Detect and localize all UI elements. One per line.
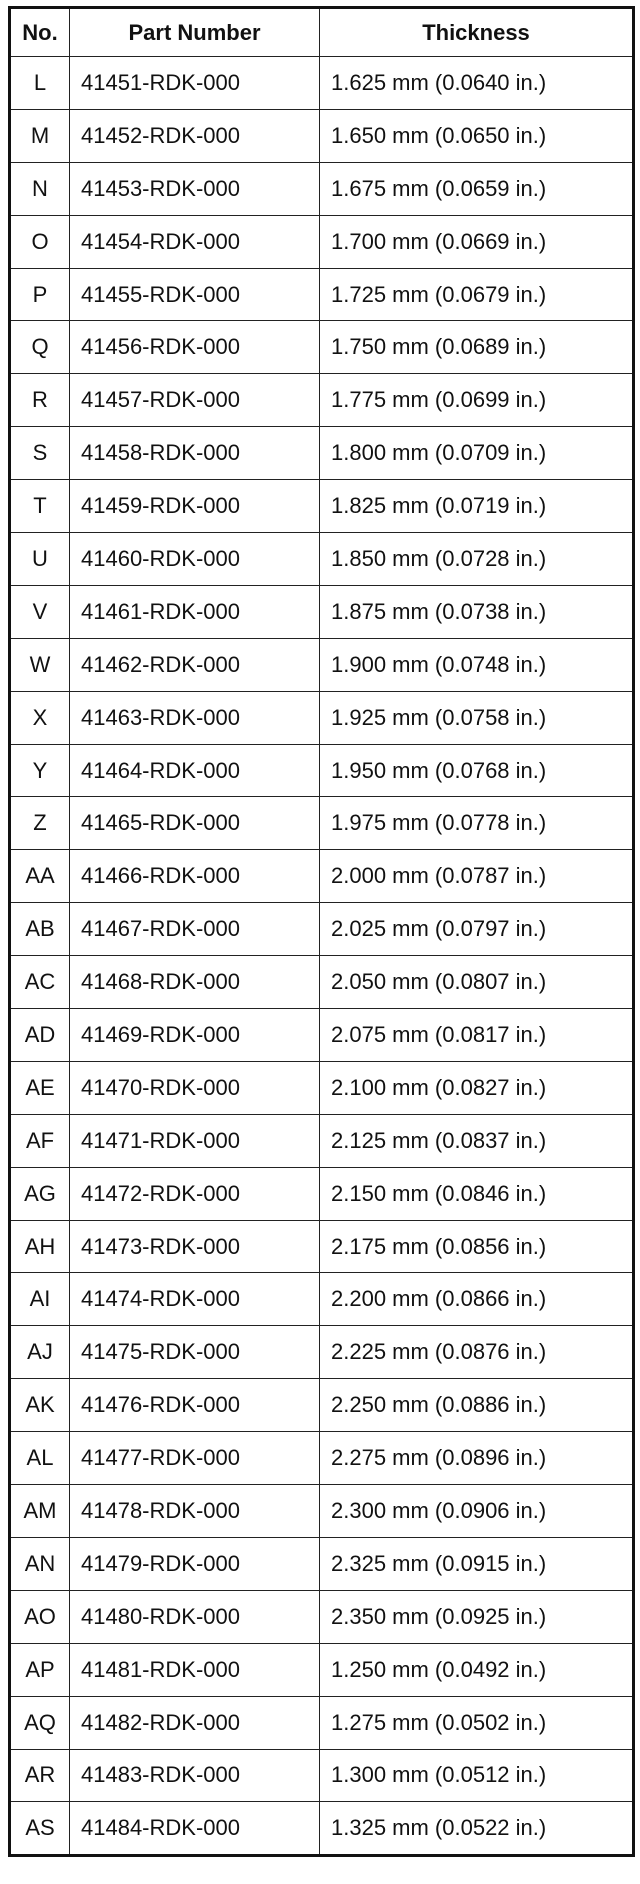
table-row — [10, 691, 634, 744]
header-part-number: Part Number — [70, 8, 320, 57]
cell-no: AQ — [10, 1696, 70, 1749]
cell-part-number: 41468-RDK-000 — [70, 956, 320, 1009]
cell-part-number: 41478-RDK-000 — [70, 1485, 320, 1538]
cell-part-number: 41458-RDK-000 — [70, 427, 320, 480]
table-row — [10, 1696, 634, 1749]
table-row — [10, 1326, 634, 1379]
cell-part-number: 41481-RDK-000 — [70, 1643, 320, 1696]
cell-thickness: 1.675 mm (0.0659 in.) — [320, 162, 634, 215]
table-row — [10, 427, 634, 480]
table-row — [10, 321, 634, 374]
table-row — [10, 480, 634, 533]
cell-no: X — [10, 691, 70, 744]
cell-part-number: 41484-RDK-000 — [70, 1802, 320, 1856]
cell-part-number: 41470-RDK-000 — [70, 1061, 320, 1114]
cell-part-number: 41474-RDK-000 — [70, 1273, 320, 1326]
cell-part-number: 41461-RDK-000 — [70, 585, 320, 638]
table-row — [10, 744, 634, 797]
table-row — [10, 1009, 634, 1062]
cell-part-number: 41467-RDK-000 — [70, 903, 320, 956]
table-row — [10, 1379, 634, 1432]
cell-thickness: 1.775 mm (0.0699 in.) — [320, 374, 634, 427]
cell-thickness: 1.750 mm (0.0689 in.) — [320, 321, 634, 374]
cell-thickness: 2.275 mm (0.0896 in.) — [320, 1432, 634, 1485]
cell-no: P — [10, 268, 70, 321]
table-row — [10, 57, 634, 110]
cell-part-number: 41464-RDK-000 — [70, 744, 320, 797]
table-row — [10, 797, 634, 850]
cell-thickness: 1.800 mm (0.0709 in.) — [320, 427, 634, 480]
cell-thickness: 1.975 mm (0.0778 in.) — [320, 797, 634, 850]
cell-thickness: 1.700 mm (0.0669 in.) — [320, 215, 634, 268]
table-row — [10, 533, 634, 586]
cell-no: AF — [10, 1114, 70, 1167]
cell-no: AN — [10, 1537, 70, 1590]
cell-no: AA — [10, 850, 70, 903]
table-row — [10, 956, 634, 1009]
cell-part-number: 41477-RDK-000 — [70, 1432, 320, 1485]
cell-thickness: 2.350 mm (0.0925 in.) — [320, 1590, 634, 1643]
cell-thickness: 2.125 mm (0.0837 in.) — [320, 1114, 634, 1167]
cell-no: AD — [10, 1009, 70, 1062]
table-row — [10, 1802, 634, 1856]
cell-no: AO — [10, 1590, 70, 1643]
cell-thickness: 2.075 mm (0.0817 in.) — [320, 1009, 634, 1062]
cell-thickness: 1.925 mm (0.0758 in.) — [320, 691, 634, 744]
cell-part-number: 41476-RDK-000 — [70, 1379, 320, 1432]
cell-part-number: 41460-RDK-000 — [70, 533, 320, 586]
table-header — [10, 8, 634, 57]
cell-thickness: 2.300 mm (0.0906 in.) — [320, 1485, 634, 1538]
header-thickness: Thickness — [320, 8, 634, 57]
cell-thickness: 1.875 mm (0.0738 in.) — [320, 585, 634, 638]
cell-part-number: 41451-RDK-000 — [70, 57, 320, 110]
cell-part-number: 41479-RDK-000 — [70, 1537, 320, 1590]
cell-no: AB — [10, 903, 70, 956]
table-row — [10, 1537, 634, 1590]
cell-no: AK — [10, 1379, 70, 1432]
cell-thickness: 2.025 mm (0.0797 in.) — [320, 903, 634, 956]
cell-no: AM — [10, 1485, 70, 1538]
cell-no: R — [10, 374, 70, 427]
table-row — [10, 1432, 634, 1485]
cell-no: AR — [10, 1749, 70, 1802]
cell-no: L — [10, 57, 70, 110]
cell-part-number: 41452-RDK-000 — [70, 109, 320, 162]
table-row — [10, 1220, 634, 1273]
cell-no: AG — [10, 1167, 70, 1220]
cell-no: U — [10, 533, 70, 586]
table-row — [10, 850, 634, 903]
cell-no: AS — [10, 1802, 70, 1856]
cell-thickness: 1.325 mm (0.0522 in.) — [320, 1802, 634, 1856]
cell-part-number: 41466-RDK-000 — [70, 850, 320, 903]
cell-no: AP — [10, 1643, 70, 1696]
table-row — [10, 585, 634, 638]
cell-no: Q — [10, 321, 70, 374]
cell-thickness: 1.625 mm (0.0640 in.) — [320, 57, 634, 110]
cell-part-number: 41453-RDK-000 — [70, 162, 320, 215]
cell-thickness: 2.250 mm (0.0886 in.) — [320, 1379, 634, 1432]
cell-part-number: 41455-RDK-000 — [70, 268, 320, 321]
table-row — [10, 162, 634, 215]
cell-no: AC — [10, 956, 70, 1009]
cell-part-number: 41454-RDK-000 — [70, 215, 320, 268]
cell-no: AJ — [10, 1326, 70, 1379]
cell-thickness: 2.175 mm (0.0856 in.) — [320, 1220, 634, 1273]
cell-thickness: 1.300 mm (0.0512 in.) — [320, 1749, 634, 1802]
table-row — [10, 109, 634, 162]
cell-no: Z — [10, 797, 70, 850]
cell-no: AI — [10, 1273, 70, 1326]
cell-thickness: 1.650 mm (0.0650 in.) — [320, 109, 634, 162]
table-row — [10, 374, 634, 427]
cell-thickness: 1.900 mm (0.0748 in.) — [320, 638, 634, 691]
cell-part-number: 41482-RDK-000 — [70, 1696, 320, 1749]
table-row — [10, 1273, 634, 1326]
table-row — [10, 215, 634, 268]
cell-thickness: 2.200 mm (0.0866 in.) — [320, 1273, 634, 1326]
cell-part-number: 41457-RDK-000 — [70, 374, 320, 427]
cell-thickness: 2.325 mm (0.0915 in.) — [320, 1537, 634, 1590]
cell-no: Y — [10, 744, 70, 797]
table-row — [10, 268, 634, 321]
cell-part-number: 41463-RDK-000 — [70, 691, 320, 744]
cell-no: W — [10, 638, 70, 691]
header-row — [10, 8, 634, 57]
table-row — [10, 1590, 634, 1643]
cell-part-number: 41475-RDK-000 — [70, 1326, 320, 1379]
parts-table — [8, 6, 635, 1857]
cell-thickness: 2.050 mm (0.0807 in.) — [320, 956, 634, 1009]
table-row — [10, 1167, 634, 1220]
cell-part-number: 41469-RDK-000 — [70, 1009, 320, 1062]
cell-thickness: 1.825 mm (0.0719 in.) — [320, 480, 634, 533]
cell-part-number: 41465-RDK-000 — [70, 797, 320, 850]
cell-part-number: 41472-RDK-000 — [70, 1167, 320, 1220]
cell-no: AH — [10, 1220, 70, 1273]
header-no: No. — [10, 8, 70, 57]
cell-thickness: 1.950 mm (0.0768 in.) — [320, 744, 634, 797]
cell-no: M — [10, 109, 70, 162]
table-row — [10, 1061, 634, 1114]
cell-part-number: 41456-RDK-000 — [70, 321, 320, 374]
cell-no: T — [10, 480, 70, 533]
table-row — [10, 1749, 634, 1802]
cell-part-number: 41459-RDK-000 — [70, 480, 320, 533]
cell-thickness: 2.225 mm (0.0876 in.) — [320, 1326, 634, 1379]
cell-no: V — [10, 585, 70, 638]
cell-no: N — [10, 162, 70, 215]
cell-thickness: 1.250 mm (0.0492 in.) — [320, 1643, 634, 1696]
cell-part-number: 41473-RDK-000 — [70, 1220, 320, 1273]
cell-no: S — [10, 427, 70, 480]
cell-part-number: 41480-RDK-000 — [70, 1590, 320, 1643]
table-row — [10, 1114, 634, 1167]
cell-no: AL — [10, 1432, 70, 1485]
cell-no: O — [10, 215, 70, 268]
table-row — [10, 638, 634, 691]
cell-part-number: 41483-RDK-000 — [70, 1749, 320, 1802]
cell-thickness: 1.850 mm (0.0728 in.) — [320, 533, 634, 586]
cell-part-number: 41462-RDK-000 — [70, 638, 320, 691]
cell-thickness: 1.275 mm (0.0502 in.) — [320, 1696, 634, 1749]
cell-thickness: 2.150 mm (0.0846 in.) — [320, 1167, 634, 1220]
table-row — [10, 903, 634, 956]
cell-thickness: 1.725 mm (0.0679 in.) — [320, 268, 634, 321]
cell-no: AE — [10, 1061, 70, 1114]
cell-thickness: 2.000 mm (0.0787 in.) — [320, 850, 634, 903]
table-body — [10, 57, 634, 1856]
cell-thickness: 2.100 mm (0.0827 in.) — [320, 1061, 634, 1114]
cell-part-number: 41471-RDK-000 — [70, 1114, 320, 1167]
table-row — [10, 1643, 634, 1696]
table-row — [10, 1485, 634, 1538]
